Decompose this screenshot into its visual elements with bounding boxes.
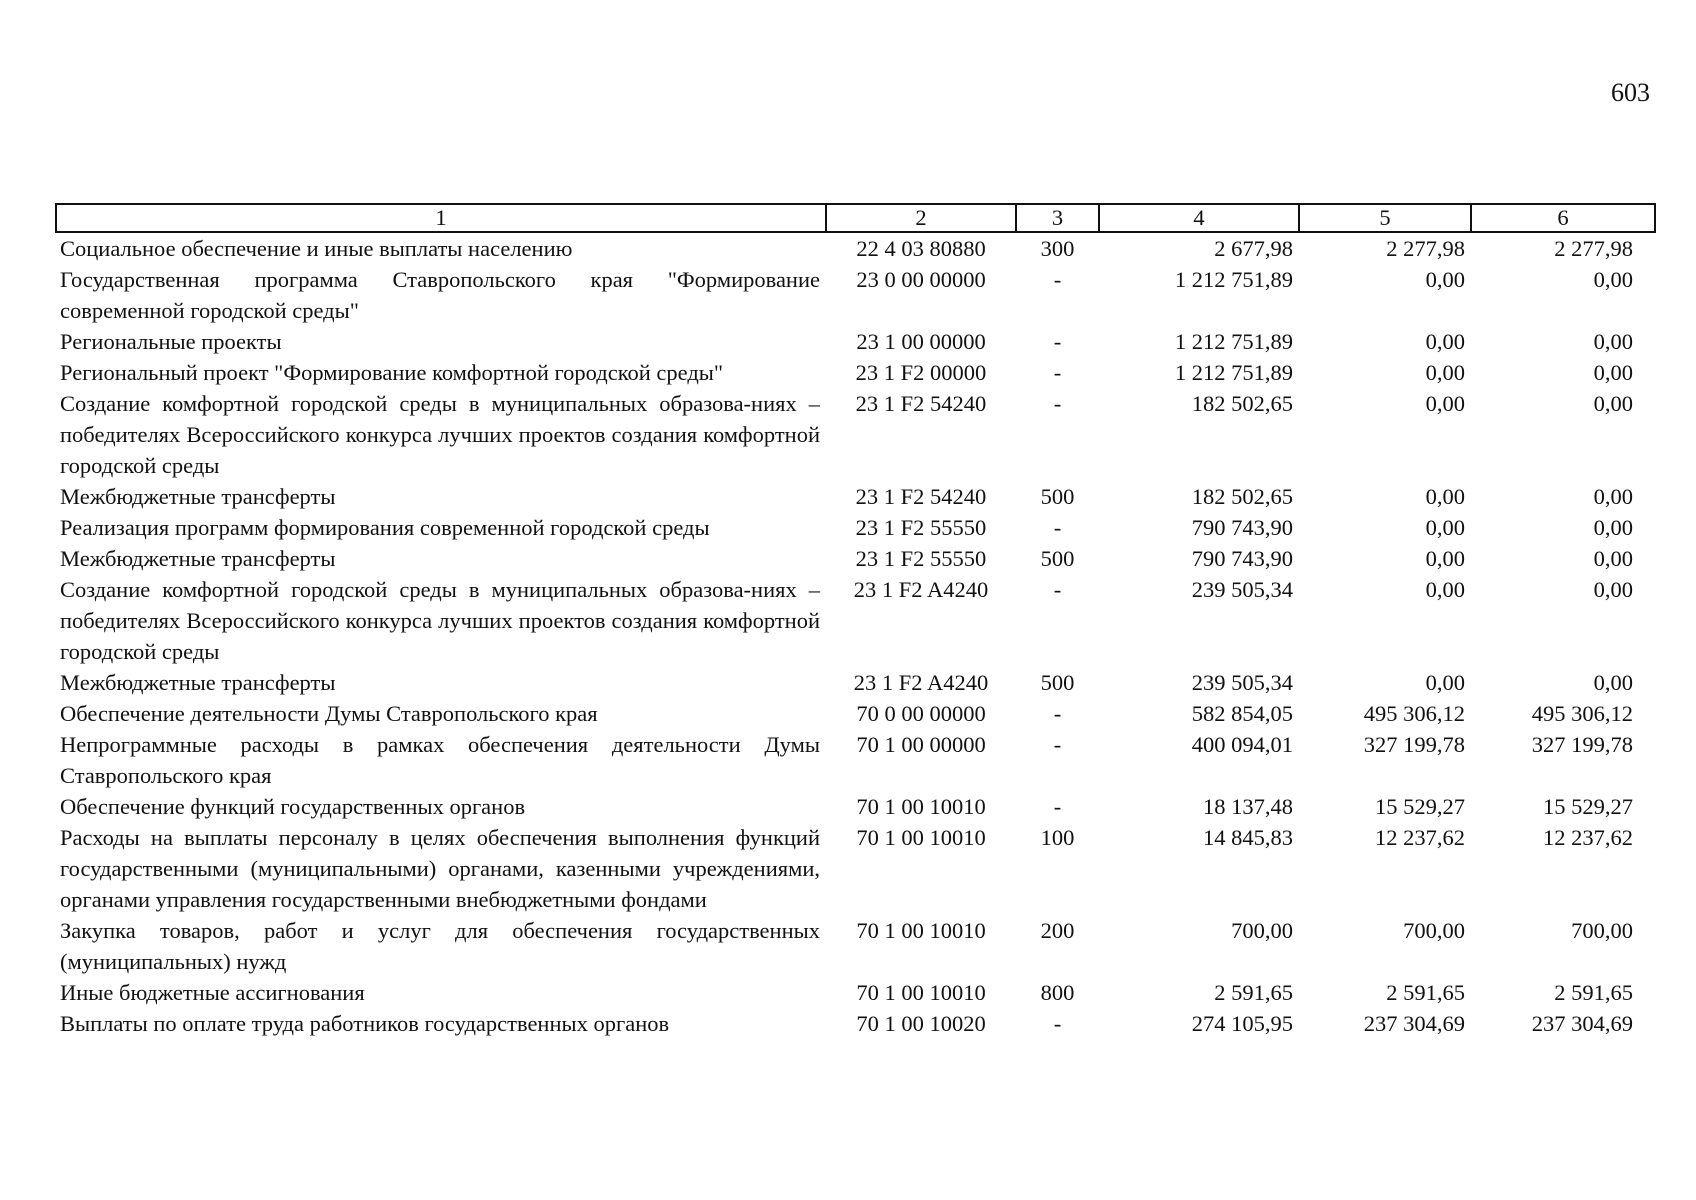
row-expense-type-cell: - [1053, 360, 1062, 385]
row-amount-2019-cell: 239 505,34 [1191, 670, 1293, 695]
column-header: 2 [826, 204, 1016, 232]
row-amount-2020-cell: 0,00 [1425, 484, 1465, 509]
table-row [56, 543, 1655, 574]
row-amount-2019-cell: 1 212 751,89 [1174, 360, 1293, 385]
table-row [56, 977, 1655, 1008]
row-expense-type-cell: 300 [1040, 236, 1075, 261]
row-amount-2021-cell: 0,00 [1593, 329, 1633, 354]
table-row [56, 512, 1655, 543]
row-amount-2021-cell: 495 306,12 [1531, 701, 1633, 726]
row-amount-2021-cell: 0,00 [1593, 577, 1633, 602]
row-name-cell: Расходы на выплаты персоналу в целях обеспечения выполнения функций государственными (муниципальными) органами, казенными учреждениями, органами управления государственными внебюджетными фондами [60, 825, 820, 912]
table-row [56, 822, 1655, 915]
row-amount-2021-cell: 700,00 [1571, 918, 1633, 943]
row-name-cell: Закупка товаров, работ и услуг для обеспечения государственных (муниципальных) нужд [60, 918, 820, 974]
row-expense-type-cell: 500 [1040, 484, 1075, 509]
row-code-cell: 23 1 F2 55550 [855, 546, 987, 571]
column-header: 4 [1099, 204, 1299, 232]
budget-table [55, 203, 1656, 1039]
row-expense-type-cell: - [1053, 701, 1062, 726]
row-amount-2019-cell: 2 591,65 [1214, 980, 1293, 1005]
table-row [56, 574, 1655, 667]
row-amount-2020-cell: 0,00 [1425, 670, 1465, 695]
row-name-cell: Социальное обеспечение и иные выплаты населению [60, 236, 573, 261]
table-row [56, 698, 1655, 729]
row-name-cell: Создание комфортной городской среды в муниципальных образова-ниях – победителях Всероссийского конкурса лучших проектов создания комфортной городской среды [60, 577, 820, 664]
row-amount-2020-cell: 0,00 [1425, 546, 1465, 571]
row-name-cell: Непрограммные расходы в рамках обеспечения деятельности Думы Ставропольского края [60, 732, 820, 788]
row-expense-type-cell: - [1053, 391, 1062, 416]
table-row [56, 791, 1655, 822]
row-amount-2021-cell: 15 529,27 [1543, 794, 1633, 819]
row-name-cell: Создание комфортной городской среды в муниципальных образова-ниях – победителях Всероссийского конкурса лучших проектов создания комфортной городской среды [60, 391, 820, 478]
row-name-cell: Обеспечение функций государственных органов [60, 794, 526, 819]
row-expense-type-cell: 100 [1040, 825, 1075, 850]
row-amount-2020-cell: 327 199,78 [1363, 732, 1465, 757]
row-amount-2021-cell: 2 277,98 [1554, 236, 1633, 261]
table-row [56, 1008, 1655, 1039]
row-amount-2021-cell: 2 591,65 [1554, 980, 1633, 1005]
row-amount-2020-cell: 12 237,62 [1375, 825, 1465, 850]
row-code-cell: 23 1 00 00000 [856, 329, 986, 354]
table-row [56, 388, 1655, 481]
row-amount-2021-cell: 327 199,78 [1531, 732, 1633, 757]
row-expense-type-cell: - [1053, 329, 1062, 354]
table-row [56, 481, 1655, 512]
row-amount-2021-cell: 237 304,69 [1531, 1011, 1633, 1036]
row-amount-2021-cell: 0,00 [1593, 391, 1633, 416]
row-amount-2020-cell: 2 591,65 [1386, 980, 1465, 1005]
row-amount-2019-cell: 790 743,90 [1191, 515, 1293, 540]
row-expense-type-cell: 500 [1040, 546, 1075, 571]
row-amount-2019-cell: 400 094,01 [1191, 732, 1293, 757]
row-expense-type-cell: - [1053, 732, 1062, 757]
row-amount-2021-cell: 0,00 [1593, 484, 1633, 509]
row-name-cell: Региональные проекты [60, 329, 282, 354]
row-code-cell: 70 1 00 10010 [856, 825, 986, 850]
row-amount-2019-cell: 582 854,05 [1191, 701, 1293, 726]
row-amount-2021-cell: 0,00 [1593, 360, 1633, 385]
row-expense-type-cell: - [1053, 267, 1062, 292]
row-amount-2019-cell: 2 677,98 [1214, 236, 1293, 261]
table-row [56, 357, 1655, 388]
column-header: 3 [1016, 204, 1099, 232]
row-name-cell: Обеспечение деятельности Думы Ставропольского края [60, 701, 598, 726]
row-amount-2021-cell: 0,00 [1593, 546, 1633, 571]
row-expense-type-cell: - [1053, 515, 1062, 540]
column-header: 6 [1471, 204, 1655, 232]
header-row [56, 204, 1655, 232]
row-amount-2019-cell: 274 105,95 [1191, 1011, 1293, 1036]
row-amount-2020-cell: 495 306,12 [1363, 701, 1465, 726]
row-code-cell: 22 4 03 80880 [856, 236, 986, 261]
table-row [56, 729, 1655, 791]
row-amount-2019-cell: 700,00 [1231, 918, 1293, 943]
row-name-cell: Межбюджетные трансферты [60, 546, 336, 571]
table-row [56, 667, 1655, 698]
row-code-cell: 23 1 F2 A4240 [853, 577, 989, 602]
table-row [56, 326, 1655, 357]
row-amount-2021-cell: 0,00 [1593, 515, 1633, 540]
row-expense-type-cell: 800 [1040, 980, 1075, 1005]
row-code-cell: 70 1 00 10010 [856, 918, 986, 943]
row-amount-2020-cell: 0,00 [1425, 267, 1465, 292]
row-amount-2019-cell: 1 212 751,89 [1174, 267, 1293, 292]
column-header: 1 [56, 204, 826, 232]
table-row [56, 232, 1655, 264]
column-header: 5 [1299, 204, 1471, 232]
row-code-cell: 23 1 F2 00000 [855, 360, 987, 385]
row-amount-2019-cell: 1 212 751,89 [1174, 329, 1293, 354]
row-amount-2020-cell: 237 304,69 [1363, 1011, 1465, 1036]
row-name-cell: Выплаты по оплате труда работников государственных органов [60, 1011, 670, 1036]
row-amount-2020-cell: 2 277,98 [1386, 236, 1465, 261]
table-row [56, 264, 1655, 326]
row-amount-2019-cell: 790 743,90 [1191, 546, 1293, 571]
table-row [56, 915, 1655, 977]
row-code-cell: 23 1 F2 54240 [855, 484, 987, 509]
row-code-cell: 23 1 F2 55550 [855, 515, 987, 540]
row-amount-2020-cell: 0,00 [1425, 515, 1465, 540]
row-name-cell: Иные бюджетные ассигнования [60, 980, 365, 1005]
row-amount-2021-cell: 0,00 [1593, 670, 1633, 695]
row-code-cell: 70 1 00 10010 [856, 794, 986, 819]
row-amount-2019-cell: 14 845,83 [1203, 825, 1293, 850]
row-amount-2020-cell: 0,00 [1425, 391, 1465, 416]
row-amount-2019-cell: 182 502,65 [1191, 484, 1293, 509]
row-amount-2019-cell: 18 137,48 [1203, 794, 1293, 819]
row-code-cell: 23 0 00 00000 [856, 267, 986, 292]
table-body [56, 232, 1655, 1039]
row-amount-2021-cell: 12 237,62 [1543, 825, 1633, 850]
row-expense-type-cell: - [1053, 577, 1062, 602]
row-expense-type-cell: 500 [1040, 670, 1075, 695]
row-amount-2019-cell: 182 502,65 [1191, 391, 1293, 416]
row-expense-type-cell: 200 [1040, 918, 1075, 943]
row-code-cell: 70 0 00 00000 [856, 701, 986, 726]
row-amount-2020-cell: 0,00 [1425, 577, 1465, 602]
row-amount-2019-cell: 239 505,34 [1191, 577, 1293, 602]
row-name-cell: Реализация программ формирования современной городской среды [60, 515, 710, 540]
row-name-cell: Межбюджетные трансферты [60, 484, 336, 509]
row-expense-type-cell: - [1053, 1011, 1062, 1036]
row-amount-2020-cell: 0,00 [1425, 329, 1465, 354]
row-amount-2020-cell: 15 529,27 [1375, 794, 1465, 819]
row-expense-type-cell: - [1053, 794, 1062, 819]
page-number: 603 [1611, 78, 1650, 107]
row-name-cell: Межбюджетные трансферты [60, 670, 336, 695]
row-name-cell: Государственная программа Ставропольского края "Формирование современной городской среды" [60, 267, 820, 323]
row-code-cell: 70 1 00 00000 [856, 732, 986, 757]
row-amount-2020-cell: 700,00 [1403, 918, 1465, 943]
row-code-cell: 70 1 00 10010 [856, 980, 986, 1005]
row-code-cell: 23 1 F2 A4240 [853, 670, 989, 695]
row-code-cell: 23 1 F2 54240 [855, 391, 987, 416]
row-code-cell: 70 1 00 10020 [856, 1011, 986, 1036]
row-amount-2020-cell: 0,00 [1425, 360, 1465, 385]
row-name-cell: Региональный проект "Формирование комфортной городской среды" [60, 360, 724, 385]
row-amount-2021-cell: 0,00 [1593, 267, 1633, 292]
